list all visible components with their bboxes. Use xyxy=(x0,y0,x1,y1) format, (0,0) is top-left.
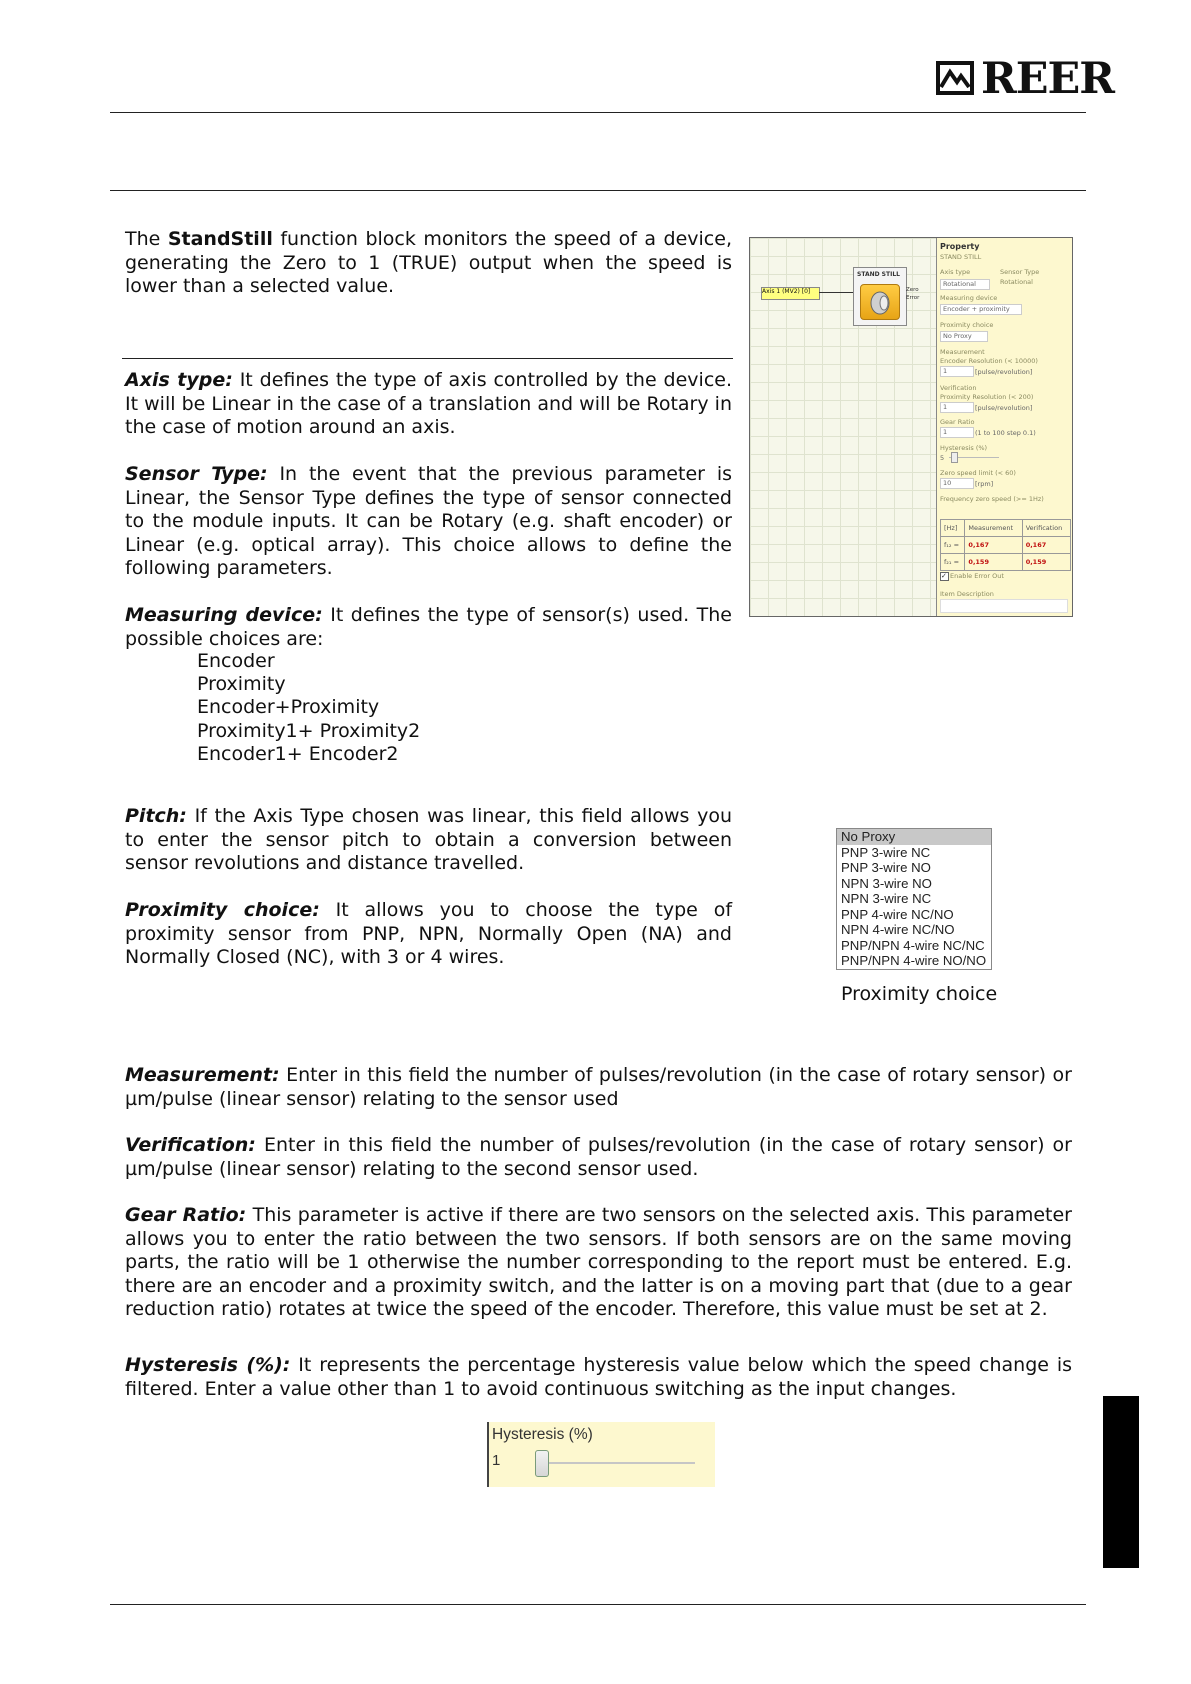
list-item[interactable]: PNP 4-wire NC/NO xyxy=(841,906,954,922)
intro-rule xyxy=(122,358,733,359)
hysteresis-track xyxy=(535,1462,695,1464)
encoder-res-input[interactable]: 1 xyxy=(940,366,974,377)
gear-ratio-input[interactable]: 1 xyxy=(940,427,974,438)
chapter-tab xyxy=(1103,1396,1139,1568)
measurement-paragraph: Measurement: Enter in this field the number of pulses/revolution (in the case of rotary sensor) or µm/pulse (linear sensor) relating to the sensor used xyxy=(125,1064,1072,1110)
logo-mark-icon xyxy=(935,60,975,96)
canvas-grid: Axis 1 (MV2) [0] STAND STILL Zero Error xyxy=(750,238,937,616)
verification-paragraph: Verification: Enter in this field the number of pulses/revolution (in the case of rotary sensor) or µm/pulse (linear sensor) relating to the second sensor used. xyxy=(125,1134,1072,1180)
list-item: Encoder xyxy=(197,650,275,672)
list-item[interactable]: NPN 3-wire NO xyxy=(841,875,932,891)
enable-error-checkbox[interactable]: ✓ xyxy=(940,572,949,581)
list-item: Proximity1+ Proximity2 xyxy=(197,719,421,742)
list-item[interactable]: PNP/NPN 4-wire NC/NC xyxy=(841,937,985,953)
proximity-caption: Proximity choice xyxy=(841,983,998,1005)
header-rule xyxy=(110,112,1086,113)
list-item: Encoder1+ Encoder2 xyxy=(197,742,399,765)
section-rule xyxy=(110,190,1086,191)
standstill-icon xyxy=(860,284,900,320)
pitch-paragraph: Pitch: If the Axis Type chosen was linear, this field allows you to enter the sensor pitch to obtain a conversion between sensor revolutions and distance travelled. xyxy=(125,805,732,874)
hysteresis-slider-thumb[interactable] xyxy=(535,1450,549,1477)
hysteresis-label: Hysteresis (%) xyxy=(492,1426,593,1443)
proximity-select[interactable]: No Proxy xyxy=(940,331,988,342)
frequency-table: [Hz] Measurement Verification f₁₂ = 0,167 0,167 f₂₁ = 0,159 0,159 xyxy=(940,519,1071,571)
gear-ratio-paragraph: Gear Ratio: This parameter is active if there are two sensors on the selected axis. This parameter allows you to enter the ratio between the two sensors. If both sensors are on the same moving parts, the ratio will be 1 otherwise the number corresponding to the report must be entered. E.g. there are an encoder and a proximity switch, and the latter is on a moving part that (due to a gear reduction ratio) rotates at twice the speed of the encoder. Therefore, this value must be set at 2. xyxy=(125,1204,1072,1320)
list-item[interactable]: NPN 3-wire NC xyxy=(841,891,932,906)
item-description-input[interactable] xyxy=(940,599,1068,613)
proximity-res-input[interactable]: 1 xyxy=(940,402,974,413)
connection-wire xyxy=(819,292,853,293)
intro-term: StandStill xyxy=(167,228,273,250)
proximity-choice-list xyxy=(836,828,992,970)
hysteresis-value: 1 xyxy=(492,1452,501,1469)
hysteresis-widget xyxy=(487,1422,715,1487)
footer-rule xyxy=(110,1604,1086,1605)
list-item[interactable]: NPN 4-wire NC/NO xyxy=(841,922,955,937)
zero-speed-input[interactable]: 10 xyxy=(940,478,974,489)
intro-paragraph: The StandStill function block monitors the speed of a device, generating the Zero to 1 (TRUE) output when the speed is lower than a selected value. xyxy=(125,228,732,297)
measuring-device-select[interactable]: Encoder + proximity xyxy=(940,304,1022,315)
list-item[interactable]: PNP 3-wire NO xyxy=(841,860,931,875)
hysteresis-paragraph: Hysteresis (%): It represents the percentage hysteresis value below which the speed change is filtered. Enter a value other than 1 to avoid continuous switching as the input changes. xyxy=(125,1354,1072,1400)
reer-logo xyxy=(935,54,1115,104)
axis-input-block: Axis 1 (MV2) [0] xyxy=(761,287,820,300)
standstill-block: STAND STILL xyxy=(853,267,907,326)
logo-text: REER xyxy=(981,54,1115,104)
standstill-software-screenshot xyxy=(749,237,1073,617)
axis-type-select[interactable]: Rotational xyxy=(940,279,990,290)
measuring-device-paragraph: Measuring device: It defines the type of sensor(s) used. The possible choices are: xyxy=(125,604,732,650)
list-item[interactable]: PNP/NPN 4-wire NO/NO xyxy=(841,953,987,968)
sensor-type-paragraph: Sensor Type: In the event that the previous parameter is Linear, the Sensor Type defines the type of sensor connected to the module inputs. It can be Rotary (e.g. shaft encoder) or Linear (e.g. optical array). This choice allows to define the following parameters. xyxy=(125,463,732,579)
hyst-slider-thumb[interactable] xyxy=(951,452,958,463)
property-panel: Property STAND STILL Axis type Sensor Type Rotational Rotational Measuring device Encoder + proximity Proximity choice No Proxy Measurement Encoder Resolution (< 10000) 1 [pulse/revolution] Verification Proximity Resolution (< 200) 1 [pulse/revolution] Gear Ratio 1 (1 to 100 step 0.1) Hysteresis (%) 5 Zero speed limit (< 60) 10 [rpm] Frequency zero speed (>= 1Hz) [Hz] Measurement Verification f₁₂ = 0,167 0,167 f₂₁ = 0,159 0,159 ✓ Enable Error Out Item Description xyxy=(937,238,1072,616)
measuring-choices-list xyxy=(197,650,420,766)
list-item-selected[interactable]: No Proxy xyxy=(837,829,991,845)
list-item: Encoder+Proximity xyxy=(197,696,380,719)
proximity-choice-paragraph: Proximity choice: It allows you to choose the type of proximity sensor from PNP, NPN, Normally Open (NA) and Normally Closed (NC), with 3 or 4 wires. xyxy=(125,899,733,968)
axis-type-paragraph: Axis type: It defines the type of axis controlled by the device. It will be Linear in the case of a translation and will be Rotary in the case of motion around an axis. xyxy=(125,369,733,438)
list-item[interactable]: PNP 3-wire NC xyxy=(841,844,931,860)
list-item: Proximity xyxy=(197,673,286,696)
